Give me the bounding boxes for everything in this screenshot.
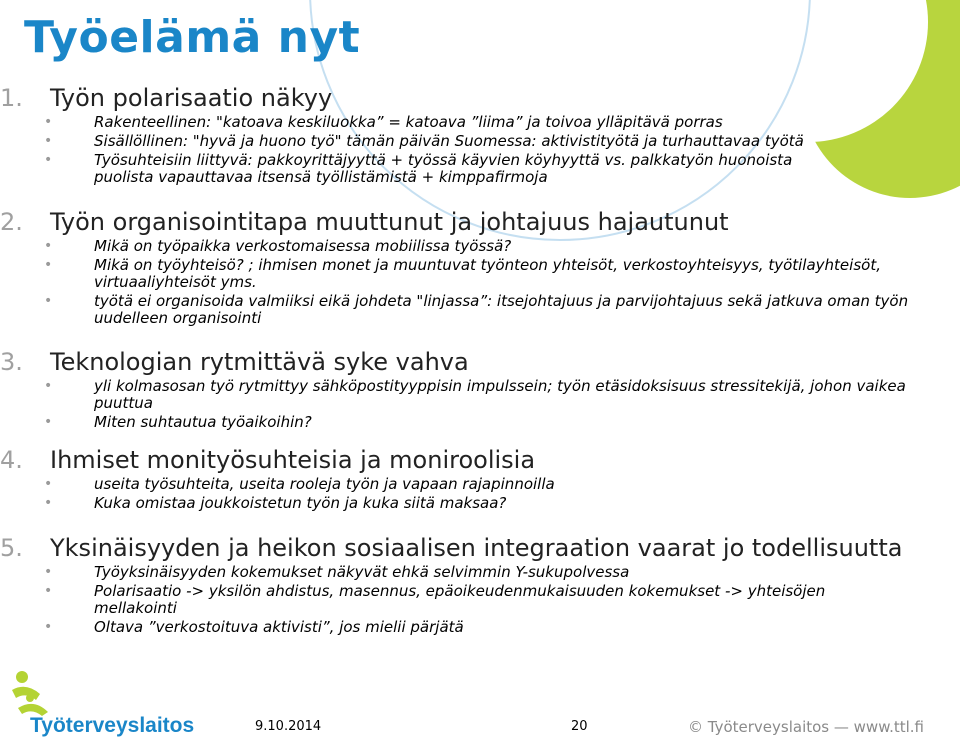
- list-item: • Mikä on työpaikka verkostomaisessa mobiilissa työssä?: [44, 237, 512, 255]
- bullet-icon: •: [44, 238, 53, 254]
- section-number: 2.: [0, 208, 23, 236]
- footer-date: 9.10.2014: [255, 719, 322, 734]
- section-number: 3.: [0, 348, 23, 376]
- section-2: [0, 208, 940, 329]
- page-title: Työelämä nyt: [24, 12, 361, 63]
- bullet-icon: •: [44, 583, 53, 599]
- bullet-icon: •: [44, 378, 53, 394]
- section-number: 4.: [0, 446, 23, 474]
- bullet-icon: •: [44, 293, 53, 309]
- list-item: • Kuka omistaa joukkoistetun työn ja kuka siitä maksaa?: [44, 494, 507, 512]
- section-title: Työn polarisaatio näkyy: [50, 84, 333, 112]
- section-4: [0, 446, 940, 514]
- bullet-icon: •: [44, 414, 53, 430]
- list-item: • Rakenteellinen: "katoava keskiluokka” = katoava ”liima” ja toivoa ylläpitävä porras: [44, 113, 723, 131]
- bullet-icon: •: [44, 257, 53, 273]
- section-title: Ihmiset monityösuhteisia ja moniroolisia: [50, 446, 536, 474]
- section-title: Työn organisointitapa muuttunut ja johtajuus hajautunut: [50, 208, 729, 236]
- bullet-icon: •: [44, 133, 53, 149]
- page-number: 20: [571, 719, 588, 734]
- section-5: [0, 534, 940, 638]
- list-item: • Polarisaatio -> yksilön ahdistus, masennus, epäoikeudenmukaisuuden kokemukset -> yhteisöjen mellakointi: [44, 582, 826, 617]
- section-3: [0, 348, 940, 433]
- bullet-icon: •: [44, 114, 53, 130]
- list-item: • Miten suhtautua työaikoihin?: [44, 413, 312, 431]
- bullet-icon: •: [44, 152, 53, 168]
- logo-text: Työterveyslaitos: [30, 714, 195, 737]
- list-item: • Työyksinäisyyden kokemukset näkyvät ehkä selvimmin Y-sukupolvessa: [44, 563, 630, 581]
- list-item: • useita työsuhteita, useita rooleja työn ja vapaan rajapinnoilla: [44, 475, 555, 493]
- list-item: • Työsuhteisiin liittyvä: pakkoyrittäjyyttä + työssä käyvien köyhyyttä vs. palkkatyön huonoista puolista vapauttavaa itsensä työllistämistä + kimppafirmoja: [44, 151, 793, 186]
- logo: [8, 668, 198, 738]
- section-title: Teknologian rytmittävä syke vahva: [50, 348, 469, 376]
- list-item: • yli kolmasosan työ rytmittyy sähköpostityyppisin impulssein; työn etäsidoksisuus stressitekijä, johon vaikea puuttua: [44, 377, 906, 412]
- section-title: Yksinäisyyden ja heikon sosiaalisen integraation vaarat jo todellisuutta: [50, 534, 903, 562]
- section-1: [0, 84, 940, 188]
- list-item: • Sisällöllinen: "hyvä ja huono työ" tämän päivän Suomessa: aktivistityötä ja turhauttavaa työtä: [44, 132, 804, 150]
- section-number: 5.: [0, 534, 23, 562]
- list-item: • työtä ei organisoida valmiiksi eikä johdeta "linjassa”: itsejohtajuus ja parvijohtajuus sekä jatkuva oman työn uudelleen organisointi: [44, 292, 909, 327]
- footer-copyright: © Työterveyslaitos — www.ttl.fi: [688, 718, 925, 736]
- bullet-icon: •: [44, 564, 53, 580]
- section-number: 1.: [0, 84, 23, 112]
- bullet-icon: •: [44, 619, 53, 635]
- list-item: • Oltava ”verkostoituva aktivisti”, jos mielii pärjätä: [44, 618, 464, 636]
- bullet-icon: •: [44, 476, 53, 492]
- bullet-icon: •: [44, 495, 53, 511]
- logo-figure-icon: [8, 668, 198, 738]
- list-item: • Mikä on työyhteisö? ; ihmisen monet ja muuntuvat työnteon yhteisöt, verkostoyhteisyys, työtilayhteisöt, virtuaaliyhteisöt yms.: [44, 256, 881, 291]
